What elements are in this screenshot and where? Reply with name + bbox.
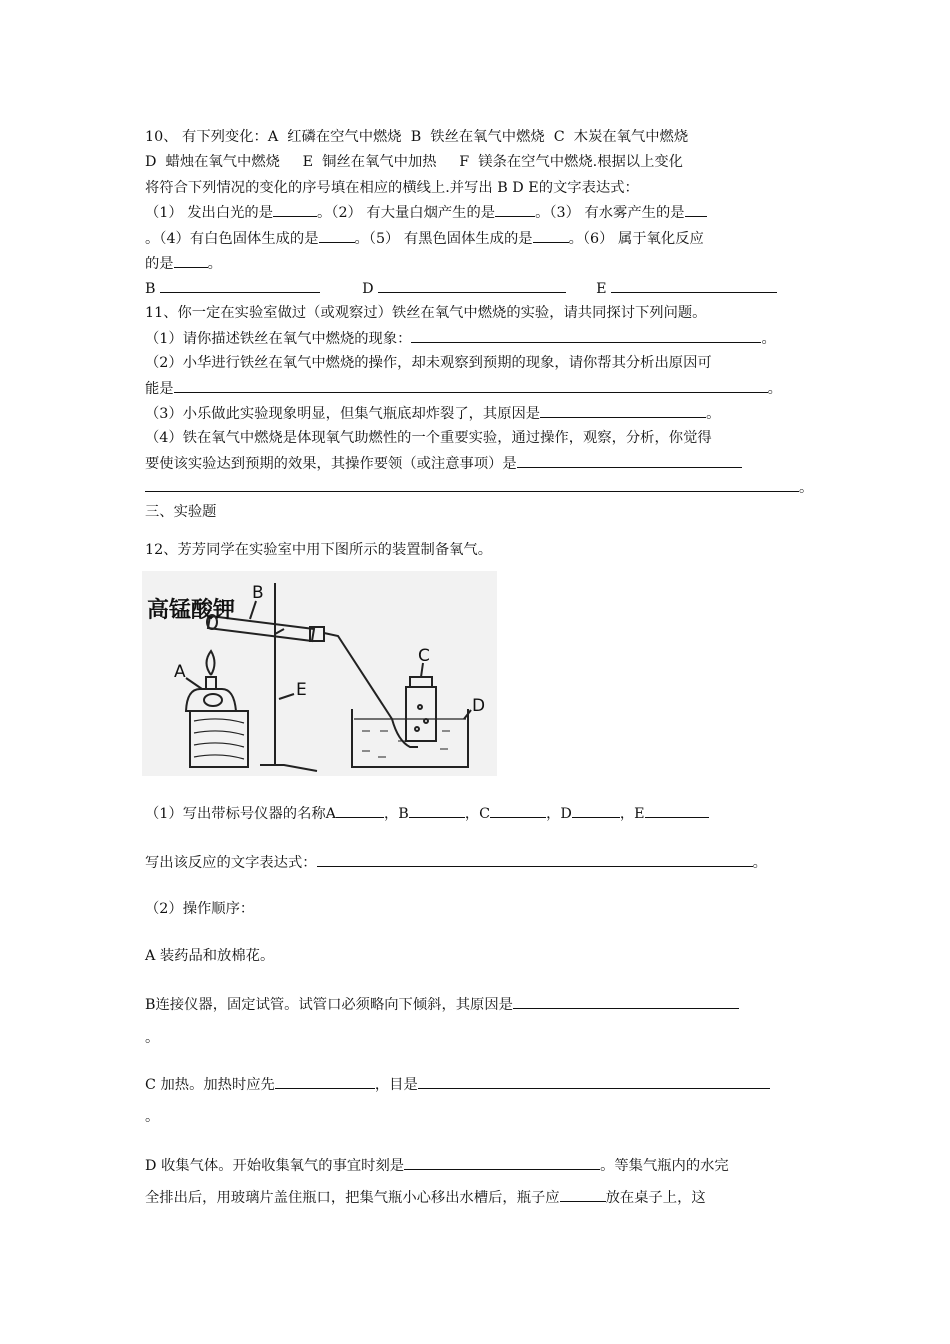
q10-5: 。（5） 有黑色固体生成的是 [354,231,533,247]
step-c-text2: ，目是 [374,1077,418,1093]
apparatus-figure [142,571,497,776]
blank[interactable] [317,852,753,867]
q11-line3: （2）小华进行铁丝在氧气中燃烧的操作，却未观察到预期的现象，请你帮其分析出原因可 [145,355,712,371]
q10-1: （1） 发出白光的是 [145,205,274,221]
q10-line1: 10、 有下列变化：A 红磷在空气中燃烧 B 铁丝在氧气中燃烧 C 木炭在氧气中燃烧 [145,129,689,145]
q10-line3: 将符合下列情况的变化的序号填在相应的横线上.并写出 B D E的文字表达式： [145,180,639,196]
q11-1: （1）请你描述铁丝在氧气中燃烧的现象： [145,331,412,347]
blank[interactable] [495,202,535,217]
q11-line1: 11、你一定在实验室做过（或观察过）铁丝在氧气中燃烧的实验，请共同探讨下列问题。 [145,305,707,321]
section-title: 三、实验题 [145,504,217,520]
q10-4: 。（4）有白色固体生成的是 [145,231,319,247]
blank[interactable] [540,403,706,418]
step-d-line1 [145,1155,729,1176]
q11-line6: （4）铁在氧气中燃烧是体现氧气助燃性的一个重要实验，通过操作，观察，分析，你觉得 [145,430,712,446]
blank[interactable] [160,278,320,293]
eq-e-label: E [596,281,607,297]
clamp [275,629,284,634]
step-b-end: 。 [145,1030,160,1046]
blank[interactable] [645,803,709,818]
name-a: A [325,806,336,822]
period: 。 [761,331,776,347]
label-c: C [418,646,430,666]
q11-line7 [145,453,742,474]
step-c [145,1074,770,1095]
blank[interactable] [409,803,465,818]
blank[interactable] [517,453,742,468]
period: 。 [799,480,814,496]
q11-2b: 能是 [145,381,174,397]
flame [207,651,215,675]
blank[interactable] [275,1074,375,1089]
name-c: ，C [464,806,491,822]
step-c-text: C 加热。加热时应先 [145,1077,275,1093]
step-d-text4: 放在桌子上，这 [605,1190,706,1206]
blank[interactable] [490,803,546,818]
q10-line5 [145,228,704,249]
name-e: ，E [619,806,645,822]
blank[interactable] [174,253,208,268]
step-b-text: B连接仪器，固定试管。试管口必须略向下倾斜，其原因是 [145,997,513,1013]
blank[interactable] [418,1074,770,1089]
blank[interactable] [611,278,777,293]
blank[interactable] [174,378,768,393]
blank[interactable] [145,477,799,492]
gas-jar [406,687,436,741]
blank[interactable] [560,1187,606,1202]
apparatus-diagram [142,571,497,776]
q11-line8 [145,477,813,498]
blank[interactable] [411,328,761,343]
eq-d-label: D [362,281,374,297]
q10-6b: 的是 [145,256,174,272]
lamp-liquid [204,694,222,706]
label-b: B [252,583,264,603]
q10-2: 。（2） 有大量白烟产生的是 [317,205,496,221]
name-d: ，D [546,806,572,822]
q12-part2: （2）操作顺序： [145,901,255,917]
alcohol-lamp [186,689,236,711]
q12-1: （1）写出带标号仪器的名称 [145,806,326,822]
blank[interactable] [378,278,566,293]
blank[interactable] [533,228,569,243]
step-d-text: D 收集气体。开始收集氧气的事宜时刻是 [145,1158,405,1174]
blank[interactable] [319,228,355,243]
step-a: A 装药品和放棉花。 [145,948,275,964]
step-d-text3: 全排出后，用玻璃片盖住瓶口，把集气瓶小心移出水槽后，瓶子应 [145,1190,560,1206]
water-trough [352,709,468,767]
q11-line4 [145,378,782,399]
period: 。 [706,406,721,422]
step-d-text2: 。等集气瓶内的水完 [600,1158,729,1174]
blank[interactable] [336,803,384,818]
eq-b-label: B [145,281,156,297]
figure-title: 高锰酸钾 [147,598,236,623]
name-b: ，B [384,806,409,822]
jar-neck [410,677,432,687]
lamp-wick-holder [206,677,216,689]
step-c-end: 。 [145,1109,160,1125]
blank[interactable] [273,202,317,217]
delivery-tube [324,633,418,747]
label-d: D [472,696,486,716]
q11-line5 [145,403,720,424]
period: 。 [767,381,782,397]
step-b [145,994,739,1015]
blank[interactable] [685,202,707,217]
blank[interactable] [572,803,620,818]
q12-equation [145,852,767,873]
period: 。 [752,855,767,871]
q12-part1 [145,803,709,824]
q10-line2: D 蜡烛在氧气中燃烧 E 铜丝在氧气中加热 F 镁条在空气中燃烧.根据以上变化 [145,154,683,170]
step-d-line2 [145,1187,706,1208]
q10-line6 [145,253,222,274]
stand-base [260,765,317,771]
eq-label: 写出该反应的文字表达式： [145,855,317,871]
q11-line2 [145,328,776,349]
label-e: E [296,680,307,700]
q10-end: 。 [207,256,222,272]
q11-3: （3）小乐做此实验现象明显，但集气瓶底却炸裂了，其原因是 [145,406,541,422]
blank[interactable] [513,994,739,1009]
blank[interactable] [404,1155,600,1170]
q12-intro: 12、芳芳同学在实验室中用下图所示的装置制备氧气。 [145,542,493,558]
label-a: A [174,662,186,682]
q11-4b: 要使该实验达到预期的效果，其操作要领（或注意事项）是 [145,456,517,472]
q10-6: 。（6） 属于氧化反应 [568,231,704,247]
q10-line4 [145,202,707,223]
q10-3: 。（3） 有水雾产生的是 [535,205,685,221]
q10-line7 [145,278,777,299]
